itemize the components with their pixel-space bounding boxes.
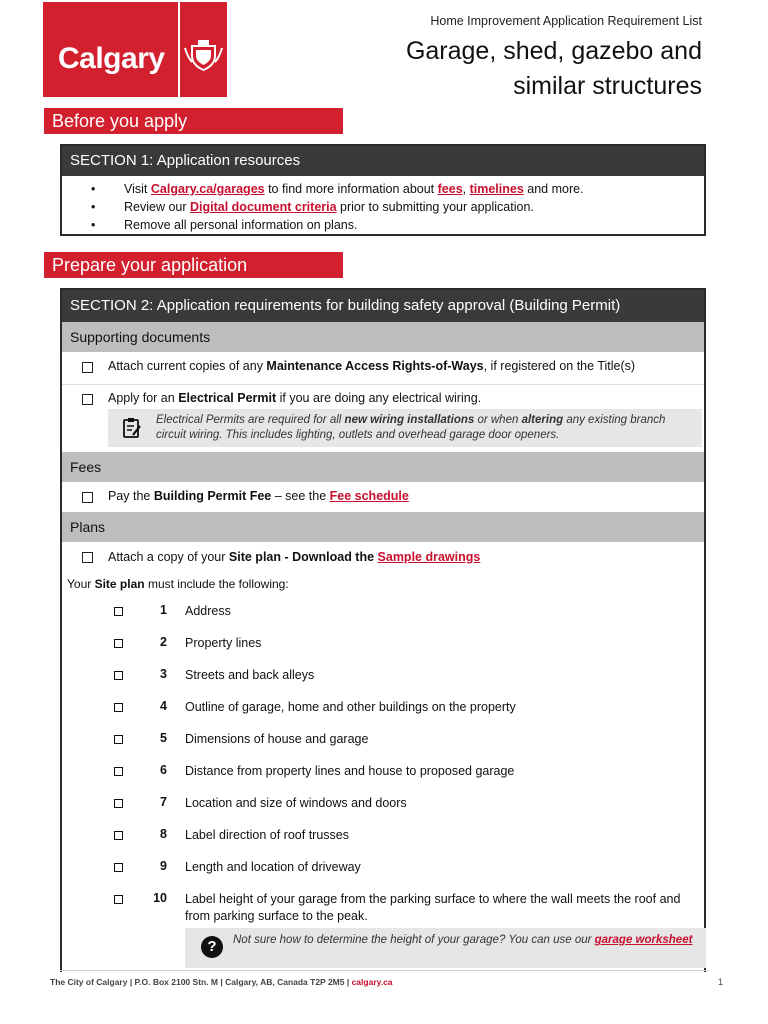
- fees-link[interactable]: fees: [437, 182, 463, 196]
- section-1: [60, 144, 706, 236]
- plan-item-text: Streets and back alleys: [185, 668, 315, 682]
- plan-item-text: Label direction of roof trusses: [185, 828, 349, 842]
- section-1-heading: SECTION 1: Application resources: [62, 146, 704, 176]
- footer: [50, 977, 393, 987]
- question-icon: ?: [201, 936, 223, 958]
- plan-item-text: Distance from property lines and house to proposed garage: [185, 764, 515, 778]
- crest-icon: [180, 2, 227, 97]
- calgary-ca-link[interactable]: calgary.ca: [351, 977, 393, 987]
- electrical-permit-note: [108, 409, 702, 447]
- plan-item-checkbox[interactable]: [114, 767, 123, 776]
- text: Your: [67, 577, 95, 591]
- document-type: Home Improvement Application Requirement List: [430, 14, 702, 28]
- plan-item-text: Dimensions of house and garage: [185, 732, 369, 746]
- plan-item-number: 7: [160, 795, 167, 809]
- plan-item-text: Property lines: [185, 636, 262, 650]
- bullet: •: [91, 182, 96, 196]
- text-bold: Maintenance Access Rights-of-Ways: [266, 359, 484, 373]
- plan-item-number: 10: [153, 891, 167, 905]
- plan-item-text: Label height of your garage from the parking surface to where the wall meets the roof and from parking surface to the peak.: [185, 892, 681, 923]
- text: Electrical Permits are required for all: [156, 414, 345, 426]
- text: must include the following:: [144, 577, 289, 591]
- plan-item-number: 1: [160, 603, 167, 617]
- footer-divider: [60, 970, 708, 971]
- digital-document-criteria-link[interactable]: Digital document criteria: [190, 200, 337, 214]
- plan-item-checkbox[interactable]: [114, 639, 123, 648]
- before-you-apply-banner: Before you apply: [44, 108, 343, 134]
- garage-worksheet-link[interactable]: garage worksheet: [594, 934, 693, 946]
- text: ,: [462, 182, 470, 196]
- garage-height-help-note: [185, 928, 706, 968]
- plan-item-number: 9: [160, 859, 167, 873]
- sample-drawings-link[interactable]: Sample drawings: [377, 550, 481, 564]
- text-bold: Electrical Permit: [178, 391, 277, 405]
- text: prior to submitting your application.: [336, 200, 534, 214]
- text: Pay the: [108, 489, 154, 503]
- footer-address: The City of Calgary | P.O. Box 2100 Stn. M | Calgary, AB, Canada T2P 2M5 |: [50, 977, 352, 987]
- text: or when: [474, 414, 522, 426]
- page-number: 1: [717, 977, 723, 987]
- plan-item-number: 2: [160, 635, 167, 649]
- site-plan-row: [62, 542, 704, 570]
- plan-item-checkbox[interactable]: [114, 895, 123, 904]
- building-permit-fee-row: [62, 482, 704, 512]
- fee-schedule-link[interactable]: Fee schedule: [329, 489, 409, 503]
- plan-item-checkbox[interactable]: [114, 607, 123, 616]
- text: if you are doing any electrical wiring.: [276, 391, 482, 405]
- text: and more.: [523, 182, 584, 196]
- resource-item-1: [62, 180, 704, 198]
- resource-item-2: [62, 198, 704, 216]
- electrical-permit-row: [62, 385, 704, 409]
- plan-item-number: 6: [160, 763, 167, 777]
- text: to find more information about: [264, 182, 438, 196]
- site-plan-checkbox[interactable]: [82, 552, 93, 563]
- plan-item-number: 4: [160, 699, 167, 713]
- plan-item-checkbox[interactable]: [114, 671, 123, 680]
- bullet: •: [91, 200, 96, 214]
- resources-list: [62, 176, 704, 236]
- plan-item-checkbox[interactable]: [114, 863, 123, 872]
- building-permit-fee-checkbox[interactable]: [82, 492, 93, 503]
- electrical-permit-checkbox[interactable]: [82, 394, 93, 405]
- plan-item-text: Address: [185, 604, 231, 618]
- text: Attach current copies of any: [108, 359, 267, 373]
- rights-of-ways-row: [62, 352, 704, 384]
- plan-item-text: Outline of garage, home and other buildings on the property: [185, 700, 516, 714]
- plan-item-checkbox[interactable]: [114, 703, 123, 712]
- plan-item-checkbox[interactable]: [114, 735, 123, 744]
- bullet: •: [91, 218, 96, 232]
- prepare-application-banner: Prepare your application: [44, 252, 343, 278]
- plan-item-number: 5: [160, 731, 167, 745]
- site-plan-intro: [67, 576, 289, 593]
- plans-heading: Plans: [62, 512, 704, 542]
- resource-item-3: [62, 216, 704, 234]
- section-2-heading: SECTION 2: Application requirements for building safety approval (Building Permit): [62, 290, 704, 322]
- text: Not sure how to determine the height of your garage? You can use our: [233, 934, 595, 946]
- calgary-garages-link[interactable]: Calgary.ca/garages: [150, 182, 265, 196]
- plan-item-text: Location and size of windows and doors: [185, 796, 407, 810]
- text: Review our: [124, 200, 190, 214]
- plan-item-number: 8: [160, 827, 167, 841]
- supporting-documents-heading: Supporting documents: [62, 322, 704, 352]
- text: , if registered on the Title(s): [483, 359, 636, 373]
- text: – see the: [271, 489, 330, 503]
- text: Visit: [124, 182, 151, 196]
- plan-item-number: 3: [160, 667, 167, 681]
- page-title: [342, 34, 702, 104]
- plan-item-text: Length and location of driveway: [185, 860, 361, 874]
- text-bold: Building Permit Fee: [153, 489, 272, 503]
- title-line-2: similar structures: [513, 72, 702, 100]
- text: Apply for an: [108, 391, 179, 405]
- text-bold: Site plan: [94, 577, 145, 591]
- text-bold: altering: [521, 414, 564, 426]
- plan-item-checkbox[interactable]: [114, 799, 123, 808]
- clipboard-icon: [122, 417, 142, 444]
- text-bold: Site plan - Download the: [228, 550, 378, 564]
- fees-heading: Fees: [62, 452, 704, 482]
- text: Attach a copy of your: [108, 550, 229, 564]
- timelines-link[interactable]: timelines: [469, 182, 524, 196]
- text-bold: new wiring installations: [344, 414, 475, 426]
- title-line-1: Garage, shed, gazebo and: [405, 37, 702, 65]
- logo-text: Calgary: [58, 42, 165, 75]
- rights-of-ways-checkbox[interactable]: [82, 362, 93, 373]
- plan-item-checkbox[interactable]: [114, 831, 123, 840]
- text: any existing branch circuit wiring. This includes lighting, outlets and overhead garage door openers.: [156, 414, 666, 441]
- text: Remove all personal information on plans.: [124, 218, 358, 232]
